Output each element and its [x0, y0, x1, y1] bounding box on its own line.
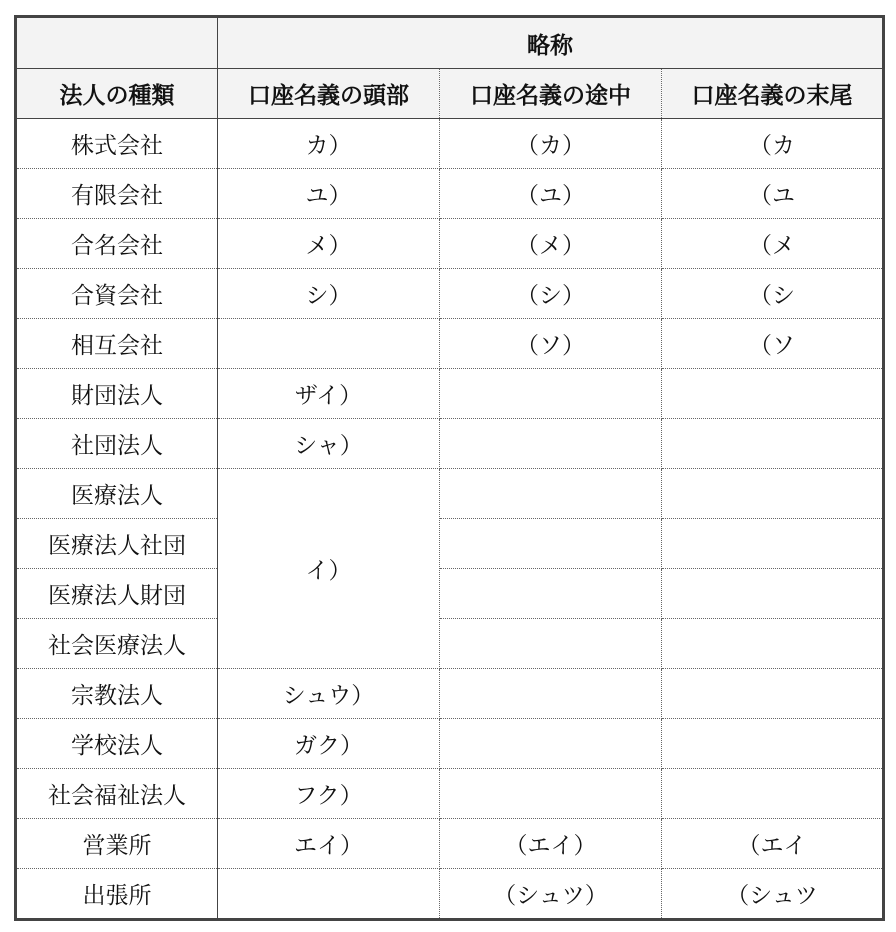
cell-tail: （カ [662, 119, 884, 169]
cell-tail: （エイ [662, 819, 884, 869]
cell-tail [662, 519, 884, 569]
cell-mid [440, 669, 662, 719]
cell-tail: （シュツ [726, 883, 818, 909]
cell-mid [440, 769, 662, 819]
cell-tail [662, 419, 884, 469]
header-row-group [16, 17, 884, 69]
cell-mid [440, 719, 662, 769]
cell-mid [440, 619, 662, 669]
cell-head: ザイ） [218, 369, 440, 419]
cell-tail [662, 569, 884, 619]
table-row [16, 319, 884, 369]
cell-mid: （シュツ） [440, 869, 662, 920]
header-row-columns [16, 69, 884, 119]
table-row [16, 769, 884, 819]
table-row [16, 819, 884, 869]
cell-type: 合資会社 [16, 269, 218, 319]
cell-tail [662, 469, 884, 519]
table-row [16, 669, 884, 719]
cell-head: ユ） [218, 169, 440, 219]
cell-mid [440, 369, 662, 419]
cell-mid: （メ） [440, 219, 662, 269]
table-row [16, 569, 884, 619]
header-corner-cell [16, 17, 218, 69]
cell-type: 医療法人財団 [16, 569, 218, 619]
cell-mid [440, 519, 662, 569]
cell-type: 財団法人 [16, 369, 218, 419]
cell-tail: （シ [662, 269, 884, 319]
table-row [16, 619, 884, 669]
cell-type: 相互会社 [16, 319, 218, 369]
table-row [16, 269, 884, 319]
cell-head: エイ） [218, 819, 440, 869]
table-row [16, 369, 884, 419]
header-mid: 口座名義の途中 [440, 69, 662, 119]
cell-head: ガク） [218, 719, 440, 769]
cell-head: フク） [218, 769, 440, 819]
cell-tail [662, 769, 884, 819]
cell-tail [662, 719, 884, 769]
cell-type: 合名会社 [16, 219, 218, 269]
cell-type: 出張所 [16, 869, 218, 920]
cell-head-merged: イ） [218, 469, 440, 669]
cell-head: カ） [218, 119, 440, 169]
header-head: 口座名義の頭部 [218, 69, 440, 119]
cell-mid [440, 569, 662, 619]
table-row [16, 469, 884, 519]
cell-type: 医療法人 [16, 469, 218, 519]
table-row [16, 169, 884, 219]
table-row [16, 719, 884, 769]
cell-mid: （ユ） [440, 169, 662, 219]
cell-mid: （ソ） [440, 319, 662, 369]
cell-mid [440, 469, 662, 519]
cell-head [218, 319, 440, 369]
cell-head [218, 869, 440, 920]
table-row [16, 869, 884, 920]
table-row [16, 519, 884, 569]
table-row [16, 119, 884, 169]
cell-head: シ） [218, 269, 440, 319]
cell-mid: （シ） [440, 269, 662, 319]
cell-type: 有限会社 [16, 169, 218, 219]
cell-tail [662, 369, 884, 419]
cell-type: 社会医療法人 [16, 619, 218, 669]
cell-type: 医療法人社団 [16, 519, 218, 569]
abbreviation-table [14, 15, 885, 921]
cell-type: 学校法人 [16, 719, 218, 769]
cell-tail [662, 669, 884, 719]
table-row [16, 219, 884, 269]
cell-head: シュウ） [218, 669, 440, 719]
cell-tail: （メ [662, 219, 884, 269]
cell-mid: （カ） [440, 119, 662, 169]
cell-tail: （ユ [662, 169, 884, 219]
cell-type: 宗教法人 [16, 669, 218, 719]
cell-type: 営業所 [16, 819, 218, 869]
cell-mid [440, 419, 662, 469]
header-tail: 口座名義の末尾 [662, 69, 884, 119]
cell-type: 社団法人 [16, 419, 218, 469]
cell-mid: （エイ） [440, 819, 662, 869]
cell-head: メ） [218, 219, 440, 269]
cell-type: 株式会社 [16, 119, 218, 169]
cell-tail: （ソ [662, 319, 884, 369]
cell-tail [662, 619, 884, 669]
header-type: 法人の種類 [16, 69, 218, 119]
cell-head: シャ） [218, 419, 440, 469]
header-group-label: 略称 [218, 17, 884, 69]
table-row [16, 419, 884, 469]
cell-type: 社会福祉法人 [16, 769, 218, 819]
